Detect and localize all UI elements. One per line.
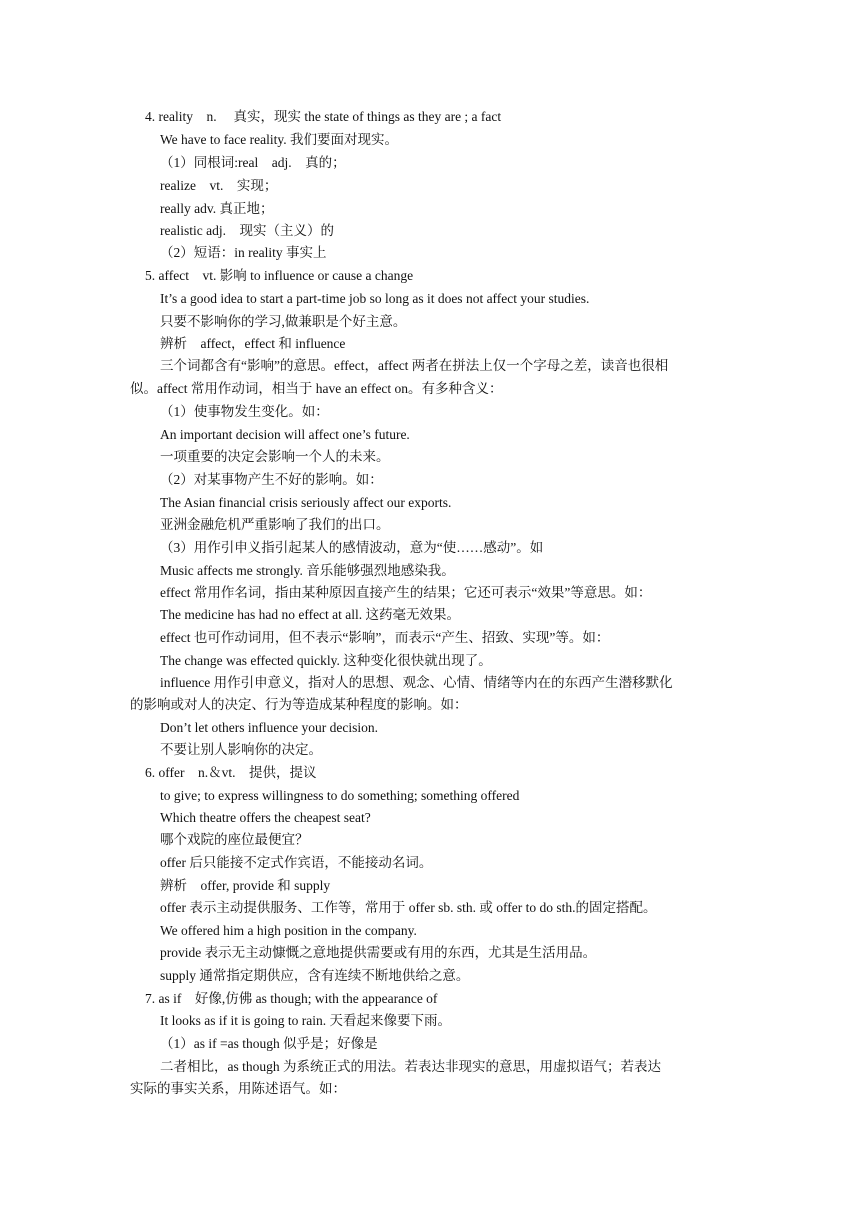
text-line: The medicine has had no effect at all. 这药毫无效果。 xyxy=(160,607,461,622)
text-line: We have to face reality. 我们要面对现实。 xyxy=(160,132,398,147)
text-line: 三个词都含有“影响”的意思。effect，affect 两者在拼法上仅一个字母之差，读音也很相 xyxy=(160,358,669,373)
entry-reality-heading: 4. reality n. 真实，现实 the state of things as they are ; a fact xyxy=(145,109,502,124)
text-line: 只要不影响你的学习,做兼职是个好主意。 xyxy=(160,314,407,329)
text-line: （1）as if =as though 似乎是；好像是 xyxy=(160,1036,378,1051)
text-line: It looks as if it is going to rain. 天看起来像要下雨。 xyxy=(160,1013,451,1028)
text-line: We offered him a high position in the company. xyxy=(160,923,417,938)
text-line: Don’t let others influence your decision. xyxy=(160,720,378,735)
text-line: 辨析 offer, provide 和 supply xyxy=(160,878,331,893)
text-line: Music affects me strongly. 音乐能够强烈地感染我。 xyxy=(160,563,455,578)
text-line: 一项重要的决定会影响一个人的未来。 xyxy=(160,449,390,464)
text-line: really adv. 真正地； xyxy=(160,201,274,216)
text-line: provide 表示无主动慷慨之意地提供需要或有用的东西，尤其是生活用品。 xyxy=(160,945,597,960)
entry-affect-heading: 5. affect vt. 影响 to influence or cause a change xyxy=(145,268,414,283)
text-line: 不要让别人影响你的决定。 xyxy=(160,742,322,757)
text-line: influence 用作引申意义，指对人的思想、观念、心情、情绪等内在的东西产生潜移默化 xyxy=(160,675,673,690)
text-line: offer 表示主动提供服务、工作等，常用于 offer sb. sth. 或 offer to do sth.的固定搭配。 xyxy=(160,900,657,915)
entry-offer-heading: 6. offer n.＆vt. 提供，提议 xyxy=(145,765,317,780)
text-line: 辨析 affect，effect 和 influence xyxy=(160,336,346,351)
text-line: The change was effected quickly. 这种变化很快就出现了。 xyxy=(160,653,492,668)
text-line: realize vt. 实现； xyxy=(160,178,278,193)
text-line: （2）短语：in reality 事实上 xyxy=(160,245,327,260)
entry-as-if-heading: 7. as if 好像,仿佛 as though; with the appearance of xyxy=(145,991,438,1006)
text-line: effect 常用作名词，指由某种原因直接产生的结果；它还可表示“效果”等意思。如： xyxy=(160,585,652,600)
text-line: 二者相比，as though 为系统正式的用法。若表达非现实的意思，用虚拟语气；若表达 xyxy=(160,1059,661,1074)
text-line: （2）对某事物产生不好的影响。如： xyxy=(160,472,383,487)
text-line: Which theatre offers the cheapest seat? xyxy=(160,810,371,825)
text-line: An important decision will affect one’s future. xyxy=(160,427,410,442)
text-line: 的影响或对人的决定、行为等造成某种程度的影响。如： xyxy=(130,697,468,712)
text-line: 实际的事实关系，用陈述语气。如： xyxy=(130,1081,346,1096)
text-line: It’s a good idea to start a part-time job so long as it does not affect your studies. xyxy=(160,291,590,306)
text-line: effect 也可作动词用，但不表示“影响”，而表示“产生、招致、实现”等。如： xyxy=(160,630,610,645)
text-line: （3）用作引申义指引起某人的感情波动，意为“使……感动”。如 xyxy=(160,540,544,555)
text-line: 亚洲金融危机严重影响了我们的出口。 xyxy=(160,517,390,532)
text-line: 似。affect 常用作动词，相当于 have an effect on。有多种含义： xyxy=(130,381,503,396)
text-line: （1）同根词:real adj. 真的； xyxy=(160,155,346,170)
text-line: The Asian financial crisis seriously affect our exports. xyxy=(160,495,452,510)
text-line: （1）使事物发生变化。如： xyxy=(160,404,329,419)
text-line: offer 后只能接不定式作宾语，不能接动名词。 xyxy=(160,855,433,870)
text-line: supply 通常指定期供应，含有连续不断地供给之意。 xyxy=(160,968,470,983)
text-line: to give; to express willingness to do something; something offered xyxy=(160,788,520,803)
text-line: realistic adj. 现实（主义）的 xyxy=(160,223,334,238)
text-line: 哪个戏院的座位最便宜？ xyxy=(160,832,309,847)
